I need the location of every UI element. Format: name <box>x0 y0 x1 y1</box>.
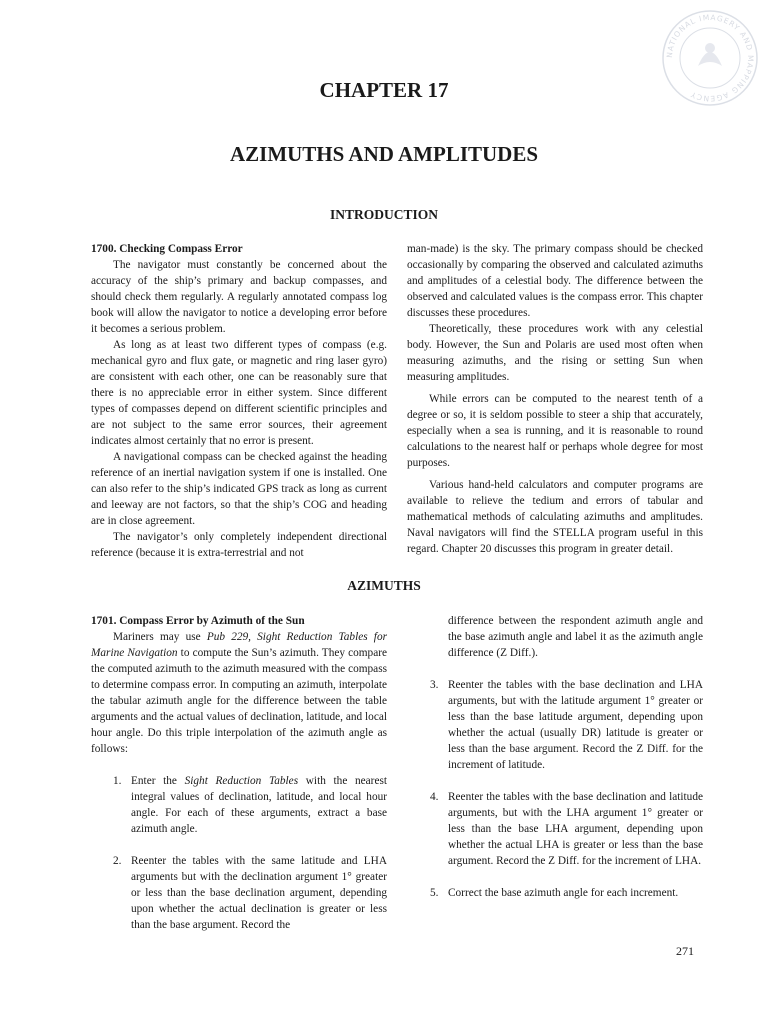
azimuths-heading: AZIMUTHS <box>347 578 421 593</box>
steps-list <box>430 677 703 901</box>
paragraph: Theoretically, these procedures work with any celestial body. However, the Sun and Polaris are used most often when measuring azimuths, and the rising or setting Sun when measuring amplitudes. <box>407 323 703 383</box>
section-1701-heading: 1701. Compass Error by Azimuth of the Sun <box>91 615 305 627</box>
paragraph: A navigational compass can be checked against the heading reference of an inertial navigation system if one is installed. One can also refer to the ship’s indicated GPS track as long as current and leeway are not factors, so that the ship’s COG and heading are in close agreement. <box>91 451 387 527</box>
list-item: 5. Correct the base azimuth angle for each increment. <box>430 887 679 899</box>
steps-list <box>113 773 387 933</box>
paragraph: The navigator’s only completely independent directional reference (because it is extra-terrestrial and not <box>91 531 387 559</box>
paragraph: man-made) is the sky. The primary compass should be checked occasionally by comparing the observed and calculated azimuths and amplitudes of a celestial body. The difference between the observed and calculated values is the compass error. This chapter discusses these procedures. <box>407 243 703 319</box>
azimuths-right-column <box>430 613 703 917</box>
paragraph: Mariners may use Pub 229, Sight Reduction Tables for Marine Navigation to compute the Sun’s azimuth. They compare the computed azimuth to the azimuth measured with the compass to determine compass error. In computing an azimuth, interpolate the tabular azimuth angle for the difference between the table arguments and the actual values of declination, latitude, and local hour angle. Do this triple interpolation of the azimuth angle as follows: <box>91 631 388 755</box>
svg-text:NATIONAL IMAGERY AND MAPPING A: NATIONAL IMAGERY AND MAPPING AGENCY <box>664 12 756 104</box>
paragraph: While errors can be computed to the nearest tenth of a degree or so, it is seldom possible to steer a ship that accurately, especially when a sea is running, and it is reasonable to round calculations to the nearest half or perhaps whole degree for most purposes. <box>407 393 703 469</box>
list-item: 3. Reenter the tables with the base declination and LHA arguments, but with the latitude argument 1° greater or less than the base latitude argument, depending upon whether the actual (usually DR) latitude is greater or less than the base argument. Record the Z Diff. for the increment of latitude. <box>430 679 703 771</box>
paragraph: As long as at least two different types of compass (e.g. mechanical gyro and flux gate, or magnetic and ring laser gyro) are consistent with each other, one can be reasonably sure that there is no appreciable error in either system. Since different types of compasses depend on different scientific principles and are not subject to the same error sources, their agreement indicates almost certainly that no error is present. <box>91 339 387 447</box>
page-number: 271 <box>676 944 694 958</box>
list-item: 4. Reenter the tables with the base declination and latitude arguments, but with the LHA argument 1° greater or less than the base LHA argument, depending upon whether the actual LHA is greater or less than the base argument. Record the Z Diff. for the increment of LHA. <box>430 791 703 867</box>
pub-229-title: Pub 229, Sight Reduction Tables for Marine Navigation <box>91 631 387 659</box>
list-item-continuation: difference between the respondent azimuth angle and the base azimuth angle and label it as the azimuth angle difference (Z Diff.). <box>448 615 703 659</box>
section-1700-heading: 1700. Checking Compass Error <box>91 243 243 255</box>
introduction-heading: INTRODUCTION <box>329 207 438 222</box>
paragraph: The navigator must constantly be concerned about the accuracy of the ship’s primary and backup compasses, and should check them regularly. A regularly annotated compass log book will allow the navigator to notice a developing error before it becomes a serious problem. <box>91 259 387 335</box>
chapter-title: AZIMUTHS AND AMPLITUDES <box>229 142 539 166</box>
paragraph: Various hand-held calculators and computer programs are available to relieve the tedium and errors of tabular and mathematical methods of calculating azimuths and amplitudes. Naval navigators will find the STELLA program useful in this regard. Chapter 20 discusses this program in greater detail. <box>407 479 703 555</box>
chapter-number: CHAPTER 17 <box>319 78 449 102</box>
azimuths-left-column <box>91 613 387 949</box>
list-item: 2. Reenter the tables with the same latitude and LHA arguments but with the declination argument 1° greater or less than the base declination argument, depending upon whether the actual declination is greater or less than the base argument. Record the <box>113 855 387 931</box>
list-item: 1. Enter the Sight Reduction Tables with the nearest integral values of declination, latitude, and local hour angle. For each of these arguments, extract a base azimuth angle. <box>113 775 387 835</box>
intro-left-column <box>91 241 387 561</box>
intro-right-column <box>407 241 703 557</box>
